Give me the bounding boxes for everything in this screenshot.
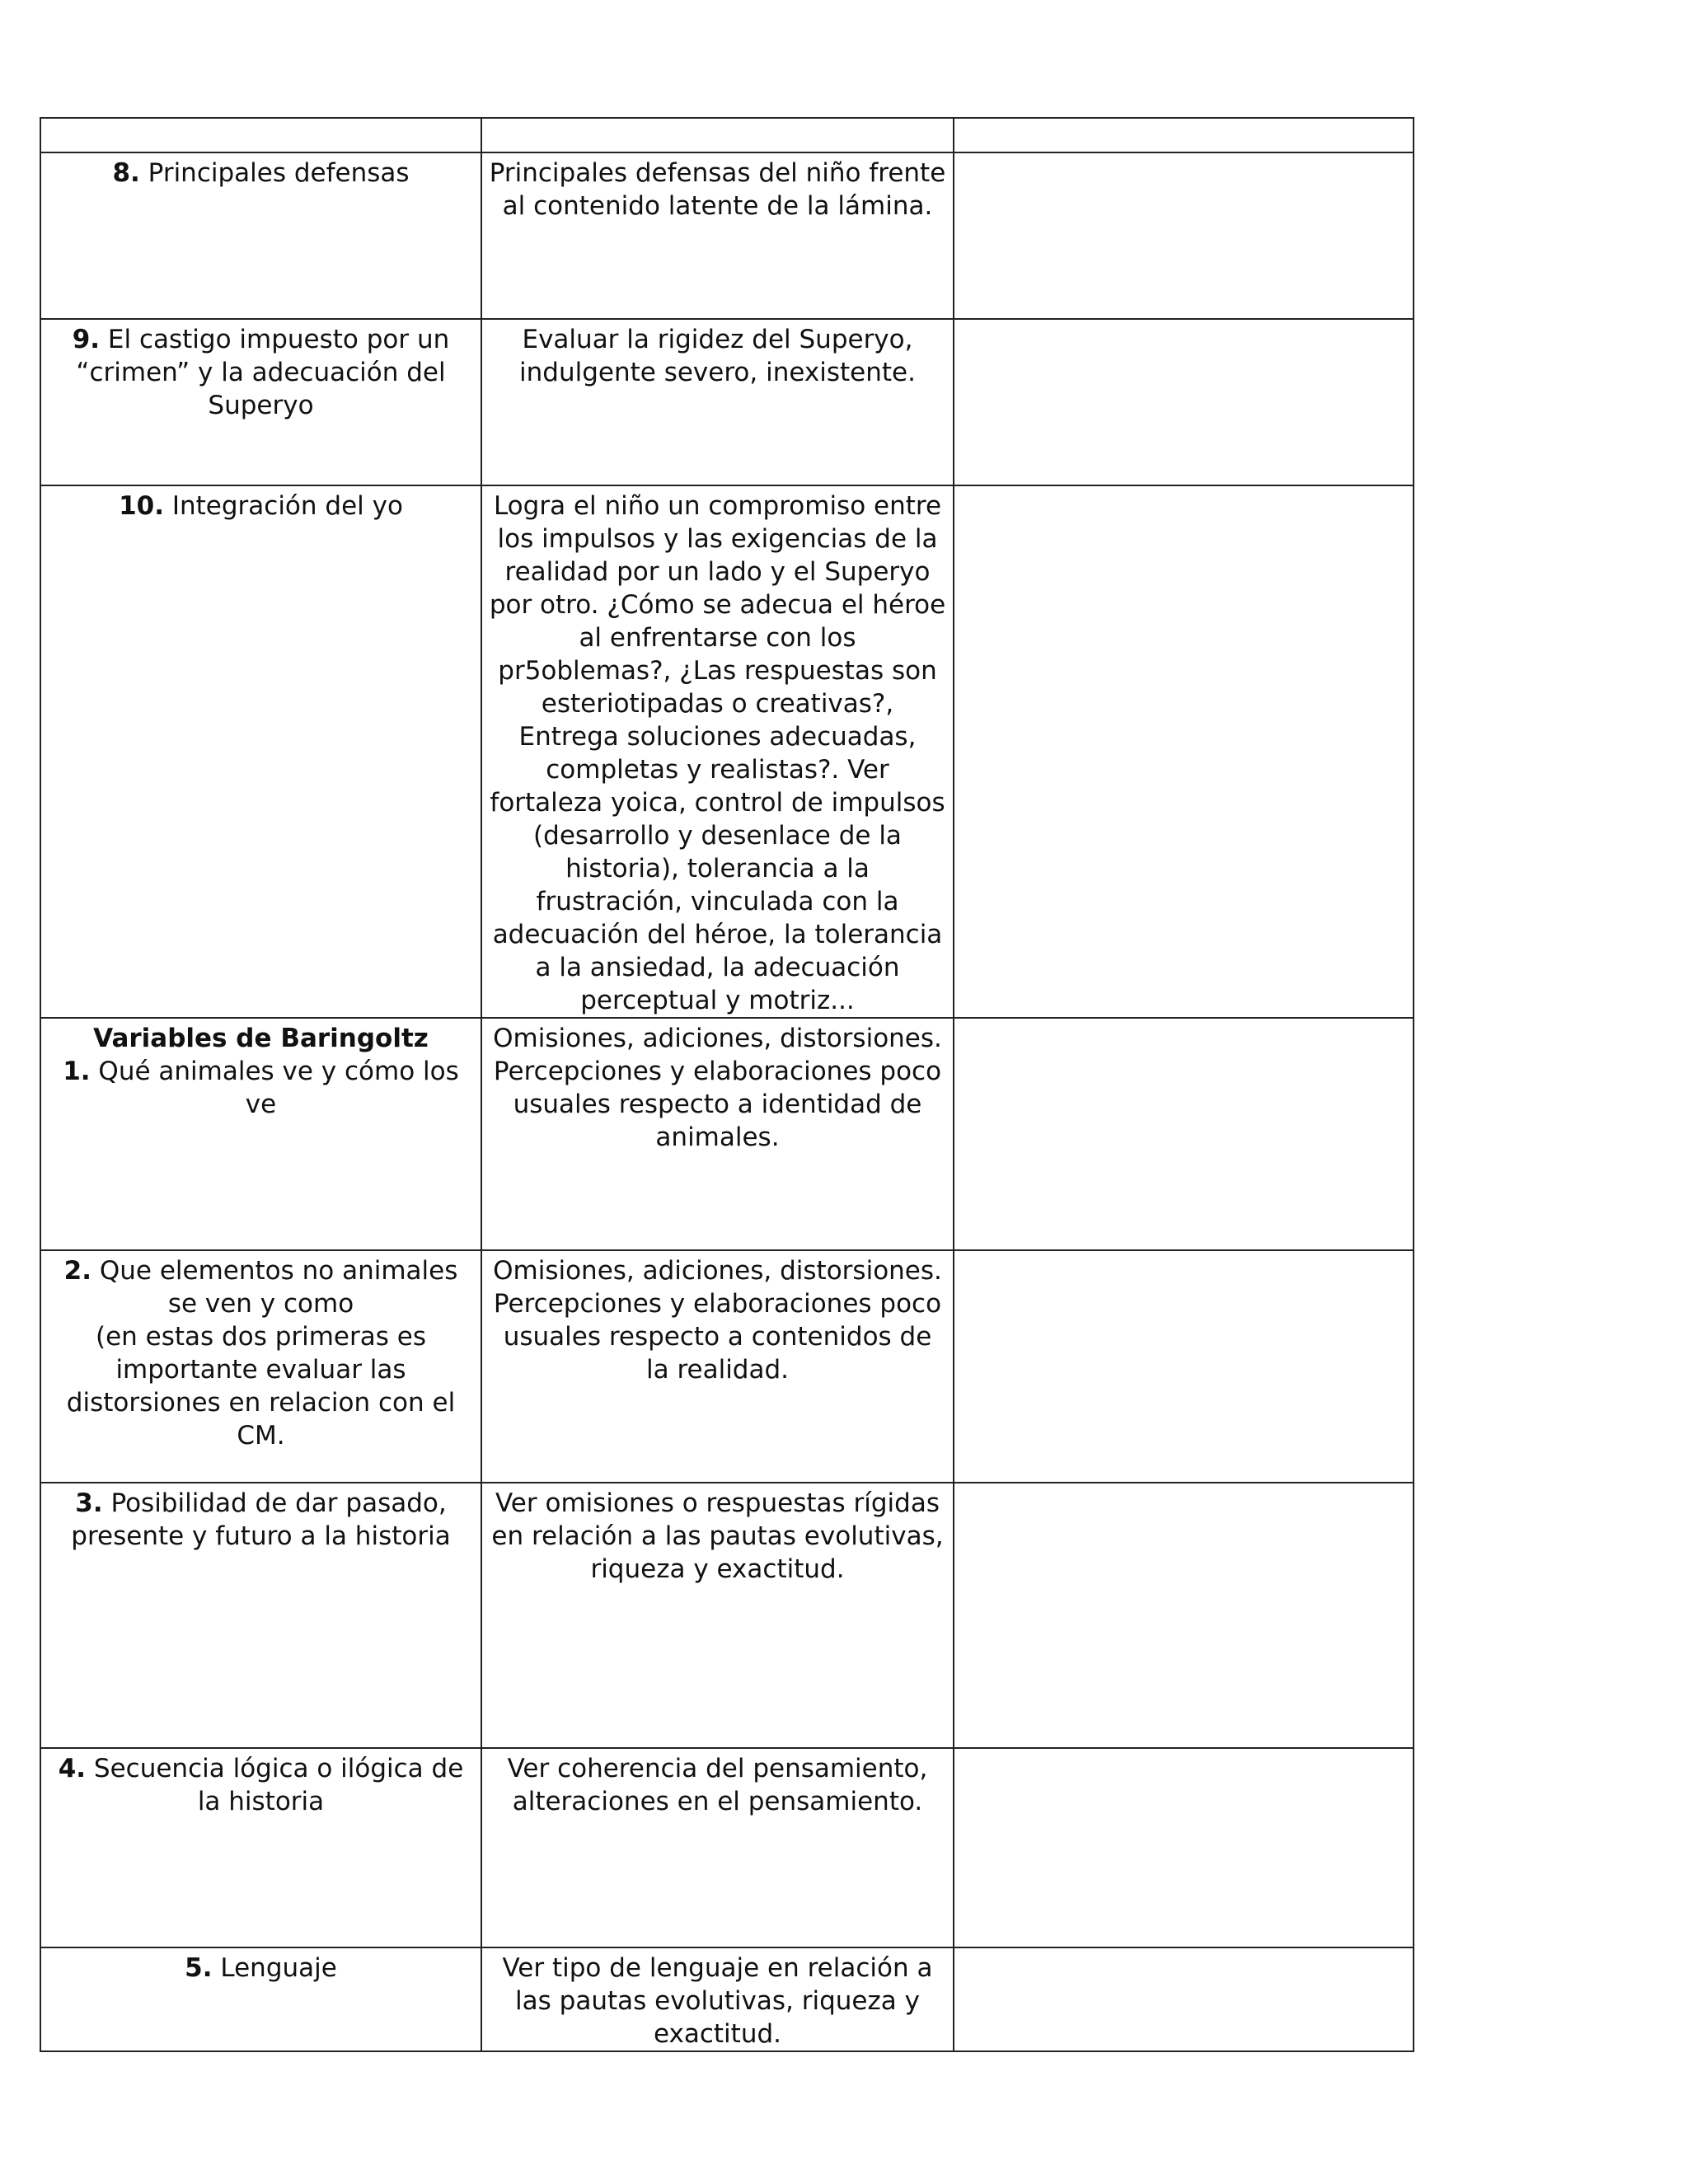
item-number: 9. (72, 325, 101, 354)
criterion-label: Integración del yo (171, 491, 403, 521)
blank-cell (954, 1947, 1414, 2051)
criterion-cell (40, 118, 481, 152)
criterion-label: Principales defensas (148, 158, 410, 188)
item-number: 1. (63, 1057, 91, 1086)
criterion-label: Lenguaje (220, 1953, 337, 1983)
description-cell: Principales defensas del niño frente al contenido latente de la lámina. (481, 152, 954, 319)
blank-cell (954, 1018, 1414, 1250)
item-number: 8. (112, 158, 140, 188)
description-cell: Omisiones, adiciones, distorsiones. Percepciones y elaboraciones poco usuales respecto a identidad de animales. (481, 1018, 954, 1250)
item-number: 2. (63, 1256, 91, 1286)
blank-cell (954, 152, 1414, 319)
criterion-label: El castigo impuesto por un “crimen” y la adecuación del Superyo (76, 325, 450, 420)
criterion-cell (40, 1018, 481, 1250)
table-row (40, 152, 1414, 319)
description-cell: Logra el niño un compromiso entre los impulsos y las exigencias de la realidad por un lado y el Superyo por otro. ¿Cómo se adecua el héroe al enfrentarse con los pr5oblemas?, ¿Las respuestas son esteriotipadas o creativas?, Entrega soluciones adecuadas, completas y realistas?. Ver fortaleza yoica, control de impulsos (desarrollo y desenlace de la historia), tolerancia a la frustración, vinculada con la adecuación del héroe, la tolerancia a la ansiedad, la adecuación perceptual y motriz... (481, 485, 954, 1018)
table-row (40, 1483, 1414, 1748)
blank-cell (954, 1748, 1414, 1947)
criterion-cell (40, 485, 481, 1018)
table-row (40, 1947, 1414, 2051)
criterion-cell (40, 1748, 481, 1947)
blank-cell (954, 1250, 1414, 1483)
criterion-note: (en estas dos primeras es importante evaluar las distorsiones en relacion con el CM. (66, 1322, 456, 1451)
blank-cell (954, 319, 1414, 485)
description-cell: Ver omisiones o respuestas rígidas en relación a las pautas evolutivas, riqueza y exactitud. (481, 1483, 954, 1748)
table-row (40, 319, 1414, 485)
criterion-cell (40, 1947, 481, 2051)
criterion-cell (40, 1483, 481, 1748)
description-cell: Ver tipo de lenguaje en relación a las pautas evolutivas, riqueza y exactitud. (481, 1947, 954, 2051)
table-row (40, 1018, 1414, 1250)
description-cell: Omisiones, adiciones, distorsiones. Percepciones y elaboraciones poco usuales respecto a contenidos de la realidad. (481, 1250, 954, 1483)
item-number: 10. (119, 491, 164, 521)
table-row (40, 1748, 1414, 1947)
table-row (40, 118, 1414, 152)
criterion-label: Posibilidad de dar pasado, presente y futuro a la historia (71, 1488, 451, 1551)
description-cell: Evaluar la rigidez del Superyo, indulgente severo, inexistente. (481, 319, 954, 485)
criterion-cell (40, 319, 481, 485)
item-number: 5. (185, 1953, 213, 1983)
item-number: 4. (58, 1754, 87, 1783)
blank-cell (954, 118, 1414, 152)
criterion-cell (40, 152, 481, 319)
table-row (40, 485, 1414, 1018)
section-heading: Variables de Baringoltz (93, 1024, 429, 1053)
criteria-table (40, 117, 1414, 2052)
blank-cell (954, 1483, 1414, 1748)
description-cell: Ver coherencia del pensamiento, alteraciones en el pensamiento. (481, 1748, 954, 1947)
table-row (40, 1250, 1414, 1483)
criterion-label: Qué animales ve y cómo los ve (98, 1057, 459, 1119)
criterion-label: Que elementos no animales se ven y como (99, 1256, 458, 1319)
criterion-cell (40, 1250, 481, 1483)
description-cell (481, 118, 954, 152)
criterion-label: Secuencia lógica o ilógica de la historia (93, 1754, 464, 1816)
item-number: 3. (75, 1488, 103, 1518)
blank-cell (954, 485, 1414, 1018)
